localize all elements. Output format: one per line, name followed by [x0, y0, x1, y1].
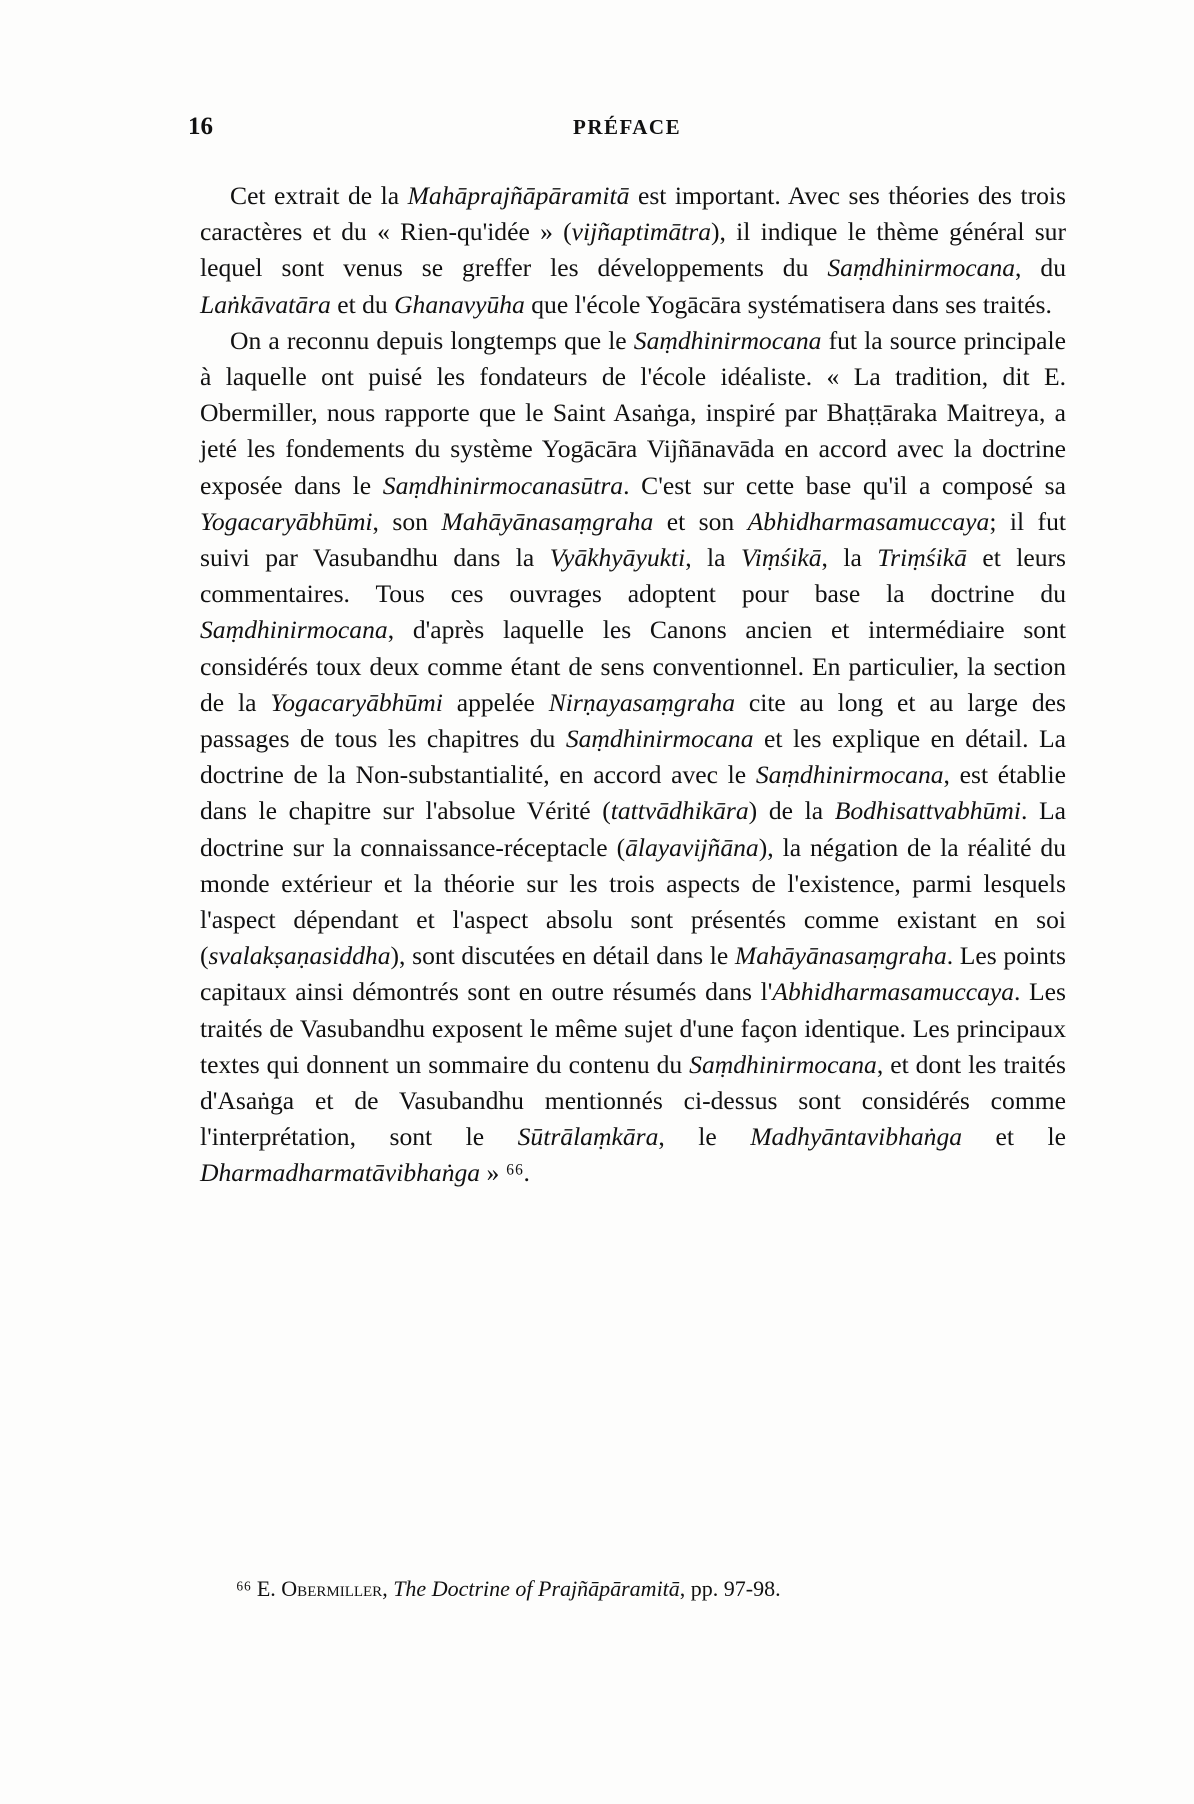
- paragraph-1: [200, 178, 1066, 323]
- footnote-separator: ,: [382, 1576, 394, 1601]
- italic-term: tattvādhikāra: [610, 796, 749, 826]
- italic-term: Yogacaryābhūmi: [200, 506, 373, 536]
- page-header: [188, 113, 1068, 153]
- text-run: , du: [1015, 253, 1066, 283]
- text-run: et du: [330, 289, 395, 319]
- footnote-pages: , pp. 97-98.: [679, 1576, 781, 1601]
- footnote-author-name: Obermiller: [281, 1576, 383, 1601]
- italic-term: Saṃdhinirmocanasūtra: [382, 470, 624, 500]
- italic-term: Mahāprajñāpāramitā: [407, 181, 630, 210]
- text-run: , la: [685, 543, 741, 573]
- text-run: . Les points capitaux ainsi démontrés sont en outre résumés dans l': [200, 941, 1066, 1007]
- text-run: ), il indique le thème général sur lequel sont venus se greffer les développements du: [200, 217, 1066, 283]
- text-run: et le: [962, 1122, 1066, 1152]
- text-run: , son: [372, 506, 442, 536]
- italic-term: Madhyāntavibhaṅga: [750, 1122, 963, 1152]
- footnote-marker: ⁶⁶: [236, 1576, 252, 1601]
- text-run: . C'est sur cette base qu'il a composé sa: [623, 470, 1066, 500]
- text-run: , est établie dans le chapitre sur l'absolue Vérité (: [200, 760, 1066, 826]
- text-run: est important. Avec ses théories des trois caractères et du « Rien-qu'idée » (: [200, 181, 1066, 247]
- text-run: que l'école Yogācāra systématisera dans ses traités.: [524, 289, 1052, 319]
- text-run: , et dont les traités d'Asaṅga et de Vasubandhu mentionnés ci-dessus sont considérés comme l'interprétation, sont le: [200, 1049, 1066, 1152]
- italic-term: Ghanavyūha: [394, 289, 525, 319]
- text-run: Cet extrait de la: [230, 181, 408, 210]
- text-run: fut la source principale à laquelle ont puisé les fondateurs de l'école idéaliste. « La tradition, dit E. Obermiller, nous rapporte que le Saint Asaṅga, inspiré par Bhaṭṭāraka Maitreya, a jeté les fondements du système Yogācāra Vijñānavāda en accord avec la doctrine exposée dans le: [200, 325, 1066, 500]
- italic-term: vijñaptimātra: [571, 217, 711, 247]
- italic-term: Saṃdhinirmocana: [755, 760, 944, 790]
- footnote-title: The Doctrine of Prajñāpāramitā: [393, 1576, 680, 1601]
- italic-term: Saṃdhinirmocana: [200, 615, 388, 645]
- text-run: appelée: [442, 687, 549, 717]
- text-run: et leurs commentaires. Tous ces ouvrages adoptent pour base la doctrine du: [200, 543, 1067, 609]
- paragraph-2: [200, 323, 1066, 1192]
- text-run: et les explique en détail. La doctrine de la Non-substantialité, en accord avec le: [200, 724, 1066, 790]
- italic-term: Mahāyānasaṃgraha: [441, 506, 654, 536]
- text-run: et son: [653, 506, 748, 536]
- italic-term: Saṃdhinirmocana: [689, 1049, 877, 1079]
- italic-term: Abhidharmasamuccaya: [772, 977, 1015, 1007]
- italic-term: Triṃśikā: [877, 543, 967, 573]
- italic-term: Mahāyānasaṃgraha: [734, 941, 947, 971]
- page-number: 16: [188, 113, 213, 140]
- text-run: ; il fut suivi par Vasubandhu dans la: [200, 506, 1066, 573]
- italic-term: Saṃdhinirmocana: [565, 724, 754, 754]
- text-run: , la: [821, 543, 878, 573]
- text-run: , d'après laquelle les Canons ancien et intermédiaire sont considérés toux deux comme étant de sens conventionnel. En particulier, la section de la: [200, 615, 1066, 717]
- italic-term: svalakṣaṇasiddha: [208, 941, 391, 971]
- text-run: On a reconnu depuis longtemps que le: [230, 325, 634, 355]
- italic-term: Vyākhyāyukti: [549, 543, 686, 573]
- text-run: ), sont discutées en détail dans le: [390, 941, 735, 971]
- body-text: [200, 178, 1066, 1192]
- italic-term: Viṃśikā: [740, 543, 822, 573]
- italic-term: Saṃdhinirmocana: [827, 253, 1016, 283]
- italic-term: Nirṇayasaṃgraha: [548, 687, 735, 717]
- running-head: PRÉFACE: [573, 115, 682, 139]
- text-run: » ⁶⁶.: [480, 1158, 530, 1188]
- text-run: , le: [658, 1122, 751, 1152]
- text-run: . La doctrine sur la connaissance-réceptacle (: [200, 796, 1066, 862]
- italic-term: Laṅkāvatāra: [200, 289, 331, 319]
- italic-term: Bodhisattvabhūmi: [834, 796, 1021, 826]
- text-run: . Les traités de Vasubandhu exposent le même sujet d'une façon identique. Les principaux textes qui donnent un sommaire du contenu du: [200, 977, 1066, 1079]
- text-run: ) de la: [748, 796, 835, 826]
- text-run: ), la négation de la réalité du monde extérieur et la théorie sur les trois aspects de l'existence, parmi lesquels l'aspect dépendant et l'aspect absolu sont présentés comme existant en soi (: [200, 832, 1066, 971]
- footnote: [236, 1574, 1066, 1604]
- text-run: cite au long et au large des passages de tous les chapitres du: [200, 687, 1066, 754]
- italic-term: Sūtrālaṃkāra: [517, 1122, 659, 1152]
- italic-term: Yogacaryābhūmi: [270, 687, 443, 717]
- italic-term: ālayavijñāna: [625, 832, 759, 862]
- italic-term: Dharmadharmatāvibhaṅga: [200, 1158, 481, 1188]
- italic-term: Abhidharmasamuccaya: [747, 506, 990, 536]
- italic-term: Saṃdhinirmocana: [633, 325, 822, 355]
- footnote-author-initial: E.: [256, 1576, 282, 1601]
